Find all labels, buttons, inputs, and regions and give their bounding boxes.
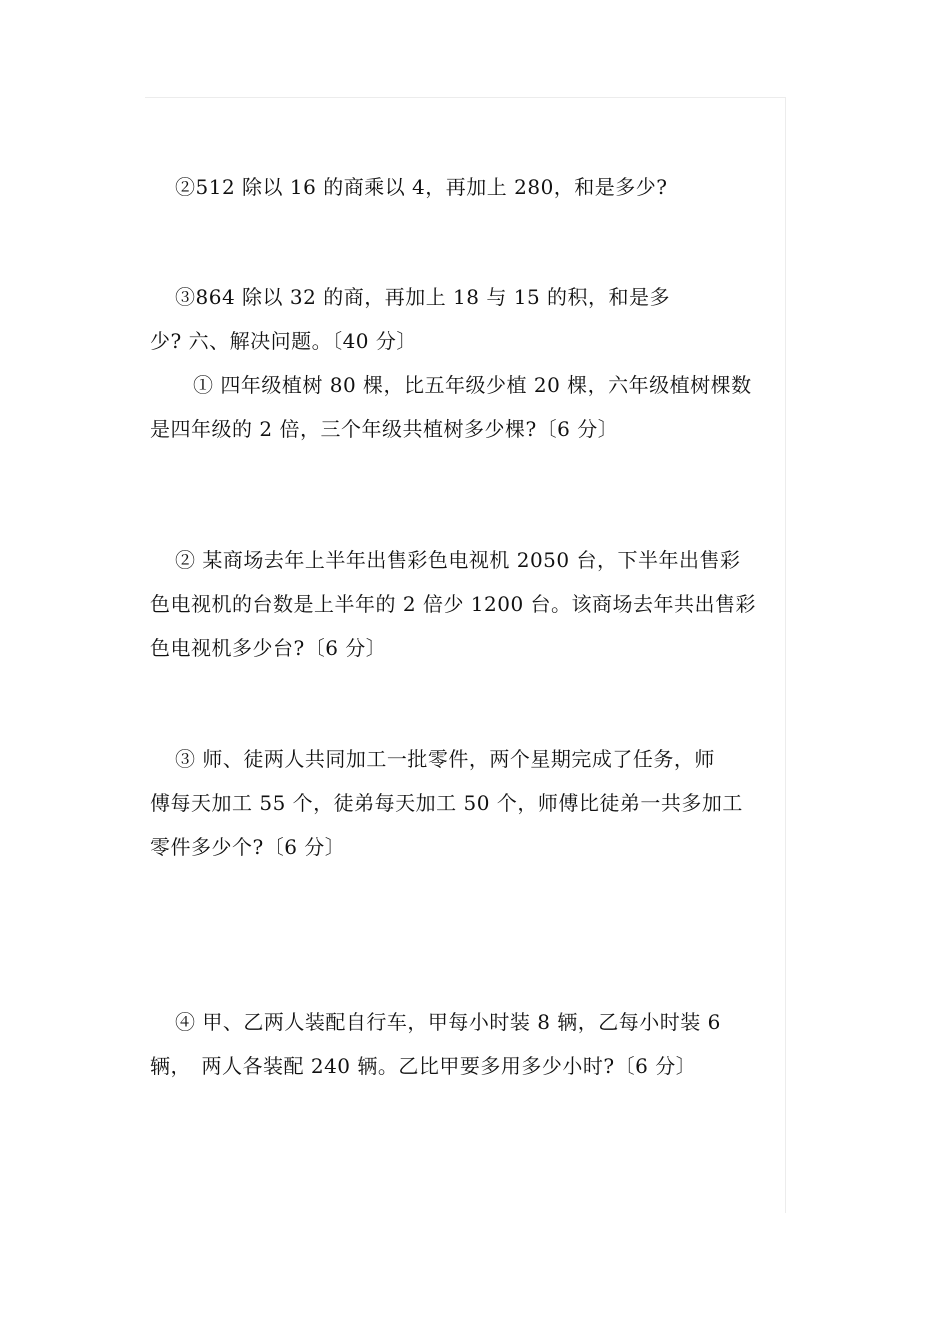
problem-1-line-1: ① 四年级植树 80 棵，比五年级少植 20 棵，六年级植树棵数 xyxy=(193,373,752,397)
problem-2-line-3: 色电视机多少台?〔6 分〕 xyxy=(150,636,387,660)
problem-2-line-1: ② 某商场去年上半年出售彩色电视机 2050 台，下半年出售彩 xyxy=(175,548,741,572)
problem-1-line-2: 是四年级的 2 倍，三个年级共植树多少棵?〔6 分〕 xyxy=(150,417,619,441)
problem-3-line-2: 傅每天加工 55 个，徒弟每天加工 50 个，师傅比徒弟一共多加工 xyxy=(150,791,743,815)
question-3-line-2: 少? 六、解决问题。〔40 分〕 xyxy=(150,329,417,353)
problem-3-line-1: ③ 师、徒两人共同加工一批零件，两个星期完成了任务，师 xyxy=(175,747,715,771)
problem-4-line-1: ④ 甲、乙两人装配自行车，甲每小时装 8 辆，乙每小时装 6 xyxy=(175,1010,721,1034)
question-2-line: ②512 除以 16 的商乘以 4，再加上 280，和是多少? xyxy=(175,175,668,199)
problem-3-line-3: 零件多少个?〔6 分〕 xyxy=(150,835,346,859)
problem-2-line-2: 色电视机的台数是上半年的 2 倍少 1200 台。该商场去年共出售彩 xyxy=(150,592,757,616)
problem-4-line-2: 辆， 两人各装配 240 辆。乙比甲要多用多少小时?〔6 分〕 xyxy=(150,1054,697,1078)
question-3-line-1: ③864 除以 32 的商，再加上 18 与 15 的积，和是多 xyxy=(175,285,671,309)
